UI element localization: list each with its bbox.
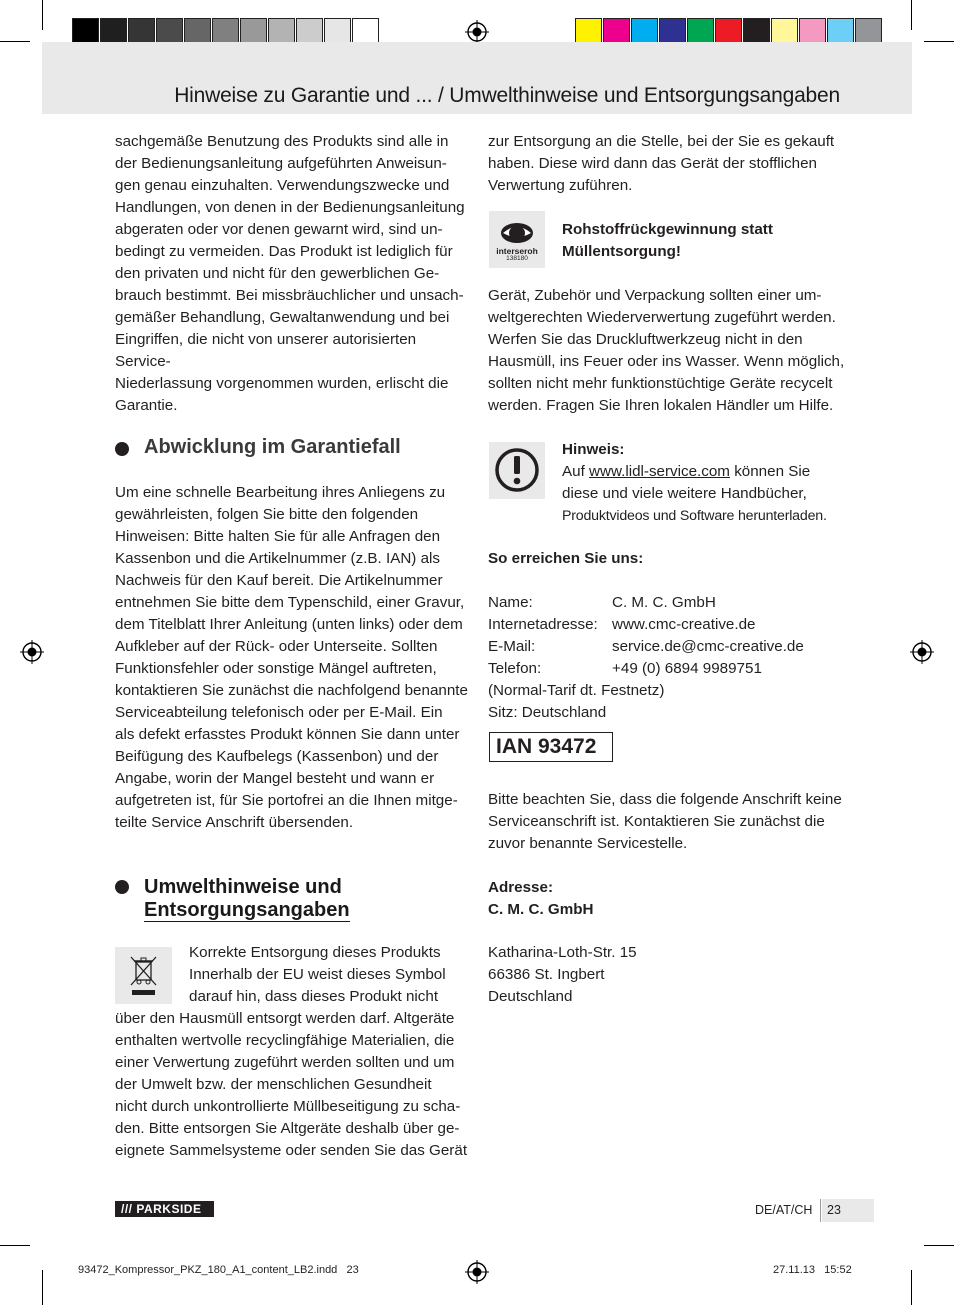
address-note-paragraph: Bitte beachten Sie, dass die folgende Anschrift keine Serviceanschrift ist. Kontaktieren Sie zunächst die zuvor benannte Servicestelle. xyxy=(488,791,842,852)
crop-mark xyxy=(924,1245,954,1246)
hint-text: können Sie xyxy=(729,463,811,480)
right-column-lower xyxy=(488,789,848,1029)
address-heading: Adresse: xyxy=(488,879,553,896)
contact-value: +49 (0) 6894 9989751 xyxy=(612,660,762,677)
crop-mark xyxy=(911,0,912,30)
interseroh-logo xyxy=(489,211,545,268)
registration-mark-icon xyxy=(465,1260,489,1284)
page-title: Hinweise zu Garantie und ... / Umwelthinweise und Entsorgungsangaben xyxy=(174,84,840,107)
crop-mark xyxy=(42,0,43,30)
address-company: C. M. C. GmbH xyxy=(488,901,594,918)
contact-row xyxy=(488,636,853,658)
bullet-icon xyxy=(115,442,129,456)
section-heading-line: Entsorgungsangaben xyxy=(144,899,350,921)
crop-mark xyxy=(42,1270,43,1305)
contact-row xyxy=(488,614,853,636)
hint-line: Produktvideos und Software herunterladen. xyxy=(562,508,827,524)
page-number: 23 xyxy=(827,1203,841,1217)
region-label: DE/AT/CH xyxy=(755,1203,813,1217)
section-heading-warranty: Abwicklung im Garantiefall xyxy=(144,436,401,458)
section-heading-line: Umwelthinweise und xyxy=(144,876,342,898)
exclamation-icon xyxy=(489,442,545,499)
seat-note: Sitz: Deutschland xyxy=(488,704,607,721)
recycle-paragraph: Gerät, Zubehör und Verpackung sollten einer um- weltgerechten Wiederverwertung zugeführt werden. Werfen Sie das Druckluftwerkzeug nicht in den Hausmüll, ins Feuer oder ins Wasser. Wenn möglich, sollten nicht mehr funktionstüchtige Geräte recycelt werden. Fragen Sie Ihren lokalen Händler um Hilfe. xyxy=(488,287,845,414)
contact-label: E-Mail: xyxy=(488,638,536,655)
contact-label: Internetadresse: xyxy=(488,616,598,633)
tariff-note: (Normal-Tarif dt. Festnetz) xyxy=(488,682,665,699)
interseroh-logo-text: interseroh xyxy=(496,246,538,256)
registration-mark-icon xyxy=(20,640,44,664)
date-slug: 27.11.13 15:52 xyxy=(773,1264,852,1276)
contact-value: C. M. C. GmbH xyxy=(612,594,716,611)
lidl-service-link[interactable]: www.lidl-service.com xyxy=(589,463,730,480)
crop-mark xyxy=(924,41,954,42)
weee-bin-icon xyxy=(115,947,172,1004)
left-column xyxy=(115,131,467,1171)
registration-mark-icon xyxy=(910,640,934,664)
recycle-heading: Rohstoffrückgewinnung statt Müllentsorgung! xyxy=(562,221,773,260)
hint-text: Auf xyxy=(562,463,590,480)
crop-mark xyxy=(0,41,30,42)
disposal-continued-paragraph: zur Entsorgung an die Stelle, bei der Sie es gekauft haben. Diese wird dann das Gerät der stofflichen Verwertung zuführen. xyxy=(488,133,835,194)
reach-heading: So erreichen Sie uns: xyxy=(488,550,644,567)
parkside-logo xyxy=(115,1201,214,1217)
contact-label: Telefon: xyxy=(488,660,542,677)
section-heading-environment xyxy=(144,876,474,922)
bullet-icon xyxy=(115,880,129,894)
hint-block xyxy=(562,439,852,527)
contact-value[interactable]: service.de@cmc-creative.de xyxy=(612,638,804,655)
hint-heading: Hinweis: xyxy=(562,441,625,458)
contact-row xyxy=(488,592,853,614)
ian-box: IAN 93472 xyxy=(489,732,613,762)
crop-mark xyxy=(911,1270,912,1305)
warranty-paragraph: Um eine schnelle Bearbeitung ihres Anliegens zu gewährleisten, folgen Sie bitte den folgenden Hinweisen: Bitte halten Sie für alle Anfragen den Kassenbon und die Artikelnummer (z.B. IAN) als Nachweis für den Kauf bereit. Die Artikelnummer entnehmen Sie bitte dem Typenschild, einer Gravur, dem Titelblatt Ihrer Anleitung (unten links) oder dem Aufkleber auf der Rück- oder Unterseite. Sollten Funktionsfehler oder sonstige Mängel auftreten, kontaktieren Sie zunächst die nachfolgend benannte Serviceabteilung telefonisch oder per E-Mail. Ein als defekt erfasstes Produkt können Sie dann unter Beifügung des Kaufbelegs (Kassenbon) und der Angabe, worin der Mangel besteht und wann er aufgetreten ist, für Sie portofrei an die Ihnen mitge- teilte Service Anschrift übersenden. xyxy=(115,484,468,831)
contact-list xyxy=(488,592,853,680)
contact-row xyxy=(488,658,853,680)
contact-label: Name: xyxy=(488,594,533,611)
intro-paragraph: sachgemäße Benutzung des Produkts sind alle in der Bedienungsanleitung aufgeführten Anweisun- gen genau einzuhalten. Verwendungszwecke und Handlungen, von denen in der Bedienungsanleitung abgeraten oder vor denen gewarnt wird, sind un- bedingt zu vermeiden. Das Produkt ist lediglich für den privaten und nicht für den gewerblichen Ge- brauch bestimmt. Bei missbräuchlicher und unsach- gemäßer Behandlung, Gewaltanwendung und bei Eingriffen, die nicht von unserer autorisierten Service- Niederlassung vorgenommen wurden, erlischt die Garantie. xyxy=(115,133,465,414)
interseroh-number: 138180 xyxy=(506,255,528,262)
hint-line xyxy=(562,461,852,483)
hint-line: diese und viele weitere Handbücher, xyxy=(562,485,807,502)
registration-mark-icon xyxy=(465,20,489,44)
contact-value[interactable]: www.cmc-creative.de xyxy=(612,616,756,633)
crop-mark xyxy=(0,1245,30,1246)
disposal-long-paragraph: über den Hausmüll entsorgt werden darf. Altgeräte enthalten wertvolle recyclingfähige Materialien, die einer Verwertung zugeführt werden sollten und um der Umwelt bzw. der menschlichen Gesundheit nicht durch unkontrollierte Müllbeseitigung zu scha- den. Bitte entsorgen Sie Altgeräte deshalb über ge- eignete Sammelsysteme oder senden Sie das Gerät xyxy=(115,1010,468,1159)
file-slug: 93472_Kompressor_PKZ_180_A1_content_LB2.indd 23 xyxy=(78,1264,359,1276)
brand-text: /// PARKSIDE xyxy=(121,1202,202,1216)
address-lines: Katharina-Loth-Str. 15 66386 St. Ingbert Deutschland xyxy=(488,944,637,1005)
footer-divider xyxy=(820,1199,821,1222)
disposal-short-paragraph: Korrekte Entsorgung dieses Produkts Innerhalb der EU weist dieses Symbol darauf hin, dass dieses Produkt nicht xyxy=(189,944,446,1005)
